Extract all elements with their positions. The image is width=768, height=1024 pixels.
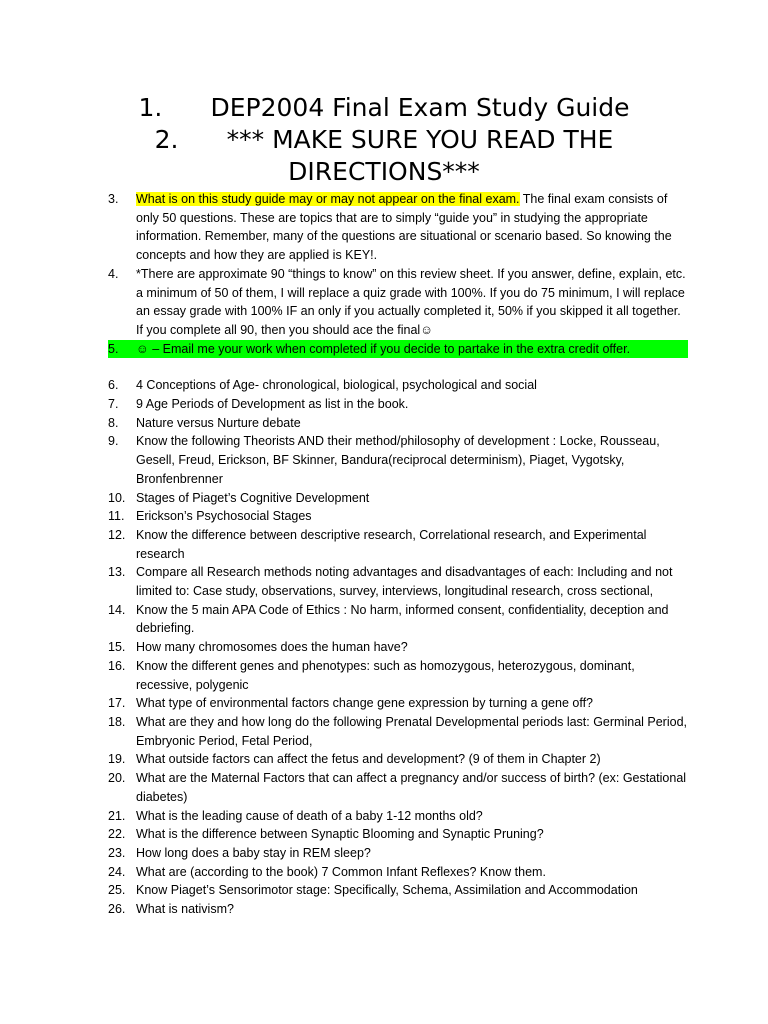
study-guide-list [108,190,688,919]
list-item [108,750,688,769]
item-number: 10. [108,490,126,505]
blank-line [108,358,688,376]
item-number: 18. [108,714,126,729]
list-item [108,844,688,863]
item-number: 15. [108,640,126,655]
item-text: Know the 5 main APA Code of Ethics : No harm, informed consent, confidentiality, deception and debriefing. [136,602,669,636]
item-text: Know the following Theorists AND their method/philosophy of development : Locke, Rousseau, Gesell, Freud, Erickson, BF Skinner, Bandura(reciprocal determinism), Piaget, Vygotsky, Bronfenbrenner [136,434,660,486]
item-text: What are the Maternal Factors that can affect a pregnancy and/or success of birth? (ex: Gestational diabetes) [136,771,687,804]
list-item [108,881,688,900]
smiley-prefix: ☺ – [136,341,163,356]
list-item [108,769,688,806]
item-number: 6. [108,378,119,393]
green-highlight-text: Email me your work when completed if you decide to partake in the extra credit offer. [162,341,631,356]
item-text: Know Piaget’s Sensorimotor stage: Specifically, Schema, Assimilation and Accommodation [136,883,638,898]
item-text: Know the different genes and phenotypes: such as homozygous, heterozygous, dominant, recessive, polygenic [136,658,635,692]
list-item [108,825,688,844]
item-text: Erickson’s Psychosocial Stages [136,509,312,524]
item-text: Nature versus Nurture debate [136,415,301,430]
title-number-1: 1. [138,93,163,122]
list-item [108,489,688,508]
list-item [108,694,688,713]
item-number: 12. [108,527,126,542]
list-item [108,713,688,750]
list-item [108,638,688,657]
item-number: 16. [108,658,126,673]
item-number: 17. [108,696,126,711]
item-text: 9 Age Periods of Development as list in the book. [136,397,409,412]
item-number: 23. [108,845,126,860]
item-number: 11. [108,509,125,524]
list-item [108,807,688,826]
directions-heading-cont: DIRECTIONS*** [288,157,480,186]
item-text: How long does a baby stay in REM sleep? [136,845,371,860]
item-number: 4. [108,266,119,281]
item-text: How many chromosomes does the human have? [136,640,408,655]
item-number: 22. [108,827,126,842]
item-number: 13. [108,565,126,580]
item-number: 21. [108,808,126,823]
list-item [108,414,688,433]
list-item [108,563,688,600]
document-title: DEP2004 Final Exam Study Guide [210,93,630,122]
item-text: What are (according to the book) 7 Common Infant Reflexes? Know them. [136,864,546,879]
topics-list [108,376,688,918]
item-number: 25. [108,883,126,898]
list-item [108,526,688,563]
list-item-5 [108,340,688,359]
item-text: Stages of Piaget’s Cognitive Development [136,490,370,505]
item-text: 4 Conceptions of Age- chronological, biological, psychological and social [136,378,537,393]
title-line-3 [0,156,768,188]
list-item [108,432,688,488]
item-number: 14. [108,602,126,617]
list-item [108,507,688,526]
item-text: The final exam consists of only 50 questions. These are topics that are to simply “guide you” in studying the appropriate information. Remember, many of the questions are situational or scenario based. So knowing the concepts and how they are applied is KEY!. [136,192,672,263]
item-text: What are they and how long do the following Prenatal Developmental periods last: Germinal Period, Embryonic Period, Fetal Period, [136,714,688,748]
list-item [108,863,688,882]
list-item-4 [108,265,688,340]
item-number: 7. [108,397,119,412]
item-text: What is the leading cause of death of a baby 1-12 months old? [136,808,483,823]
title-line-2 [0,124,768,156]
item-text: What type of environmental factors change gene expression by turning a gene off? [136,696,594,711]
list-item [108,900,688,919]
list-item [108,395,688,414]
list-item-3 [108,190,688,265]
item-number: 8. [108,415,119,430]
title-number-2: 2. [154,125,179,154]
item-number: 9. [108,434,119,449]
yellow-highlight-text: What is on this study guide may or may not appear on the final exam. [136,192,520,206]
item-number: 5. [108,341,119,356]
item-number: 20. [108,771,126,786]
title-line-1 [0,92,768,124]
item-text: Compare all Research methods noting advantages and disadvantages of each: Including and not limited to: Case study, observations, survey, interviews, longitudinal research, cross sectional, [136,565,673,599]
item-number: 3. [108,192,119,206]
item-text: Know the difference between descriptive research, Correlational research, and Experimental research [136,527,647,561]
list-item [108,657,688,694]
list-item [108,601,688,638]
item-number: 19. [108,752,126,767]
item-text: What is the difference between Synaptic Blooming and Synaptic Pruning? [136,827,544,842]
item-number: 24. [108,864,126,879]
directions-heading: *** MAKE SURE YOU READ THE [226,125,614,154]
item-text: What outside factors can affect the fetus and development? (9 of them in Chapter 2) [136,752,601,767]
list-item [108,376,688,395]
item-text: What is nativism? [136,902,234,917]
item-number: 26. [108,902,126,917]
item-text: *There are approximate 90 “things to know” on this review sheet. If you answer, define, explain, etc. a minimum of 50 of them, I will replace a quiz grade with 100%. If you do 75 minimum, I will replace an essay grade with 100% IF an only if you actually completed it, 50% if you skipped it all together. If you complete all 90, then you should ace the final☺ [136,266,686,337]
